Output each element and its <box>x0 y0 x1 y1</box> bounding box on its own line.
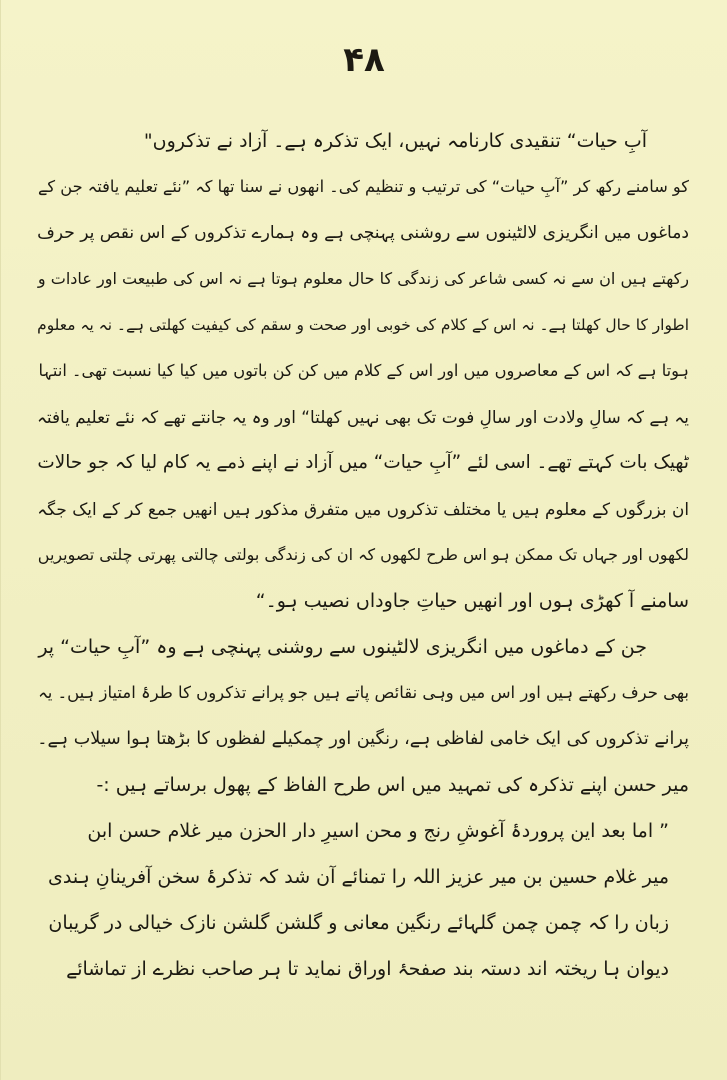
text-line: اطوار کا حال کھلتا ہے۔ نہ اس کے کلام کی خوبی اور صحت و سقم کی کیفیت کھلتی ہے۔ نہ یہ معلوم <box>37 316 689 334</box>
quote-line: زبان را کہ چمن چمن گلہائے رنگین معانی و گلشن گلشن نازک خیالی در گریبان <box>48 912 669 934</box>
text-line: ٹھیک بات کہتے تھے۔ اسی لئے ”آبِ حیات“ میں آزاد نے اپنے ذمے یہ کام لیا کہ جو حالات <box>37 452 689 473</box>
page-number: ۴۸ <box>343 40 385 80</box>
quote-line: دیوان ہا ریختہ اند دستہ بند صفحۂ اوراق نماید تا ہر صاحب نظرے از تماشائے <box>66 958 669 980</box>
text-line: بھی حرف رکھتے ہیں اور اس میں وہی نقائص پاتے ہیں جو پرانے تذکروں کا طرۂ امتیاز ہیں۔ یہ <box>38 683 689 702</box>
text-line: ان بزرگوں کے معلوم ہیں یا مختلف تذکروں میں متفرق مذکور ہیں انھیں جمع کر کے ایک جگہ <box>37 499 689 519</box>
text-line: آبِ حیات“ تنقیدی کارنامہ نہیں، ایک تذکرہ ہے۔ آزاد نے تذکروں" <box>143 130 647 152</box>
quote-line: ” اما بعد این پروردۂ آغوشِ رنج و محن اسیرِ دار الحزن میر غلام حسن ابن <box>87 820 669 842</box>
text-line: یہ ہے کہ سالِ ولادت اور سالِ فوت تک بھی نہیں کھلتا“ اور وہ یہ جانتے تھے کہ نئے تعلیم یافتہ <box>37 407 689 427</box>
text-line: ہوتا ہے کہ اس کے معاصروں میں اور اس کے کلام میں کن کن باتوں میں کیا کیا نسبت تھی۔ انتہا <box>38 361 689 380</box>
text-line: کو سامنے رکھ کر ”آبِ حیات“ کی ترتیب و تنظیم کی۔ انھوں نے سنا تھا کہ ”نئے تعلیم یافتہ جن کے <box>37 177 689 196</box>
text-line: دماغوں میں انگریزی لالٹینوں سے روشنی پہنچی ہے وہ ہمارے تذکروں کے اس نقص پر حرف <box>37 223 689 243</box>
page-text-body <box>37 118 689 992</box>
text-line: جن کے دماغوں میں انگریزی لالٹینوں سے روشنی پہنچی ہے وہ ”آبِ حیات“ پر <box>38 636 647 658</box>
text-line: میر حسن اپنے تذکرہ کی تمہید میں اس طرح الفاظ کے پھول برساتے ہیں :- <box>96 774 689 796</box>
text-line: لکھوں اور جہاں تک ممکن ہو اس طرح لکھوں کہ ان کی زندگی بولتی چالتی پھرتی چلتی تصویریں <box>37 545 689 564</box>
text-line: پرانے تذکروں کی ایک خامی لفاظی ہے، رنگین اور چمکیلے لفظوں کا بڑھتا ہوا سیلاب ہے۔ <box>37 729 689 749</box>
text-line: رکھتے ہیں ان سے نہ کسی شاعر کی زندگی کا حال معلوم ہوتا ہے نہ اس کی طبیعت اور عادات و <box>37 269 689 288</box>
quote-line: میر غلام حسین بن میر عزیز اللہ را تمنائے آن شد کہ تذکرۂ سخن آفرینانِ ہندی <box>47 866 669 888</box>
text-line: سامنے آ کھڑی ہوں اور انھیں حیاتِ جاوداں نصیب ہو۔“ <box>255 590 689 612</box>
